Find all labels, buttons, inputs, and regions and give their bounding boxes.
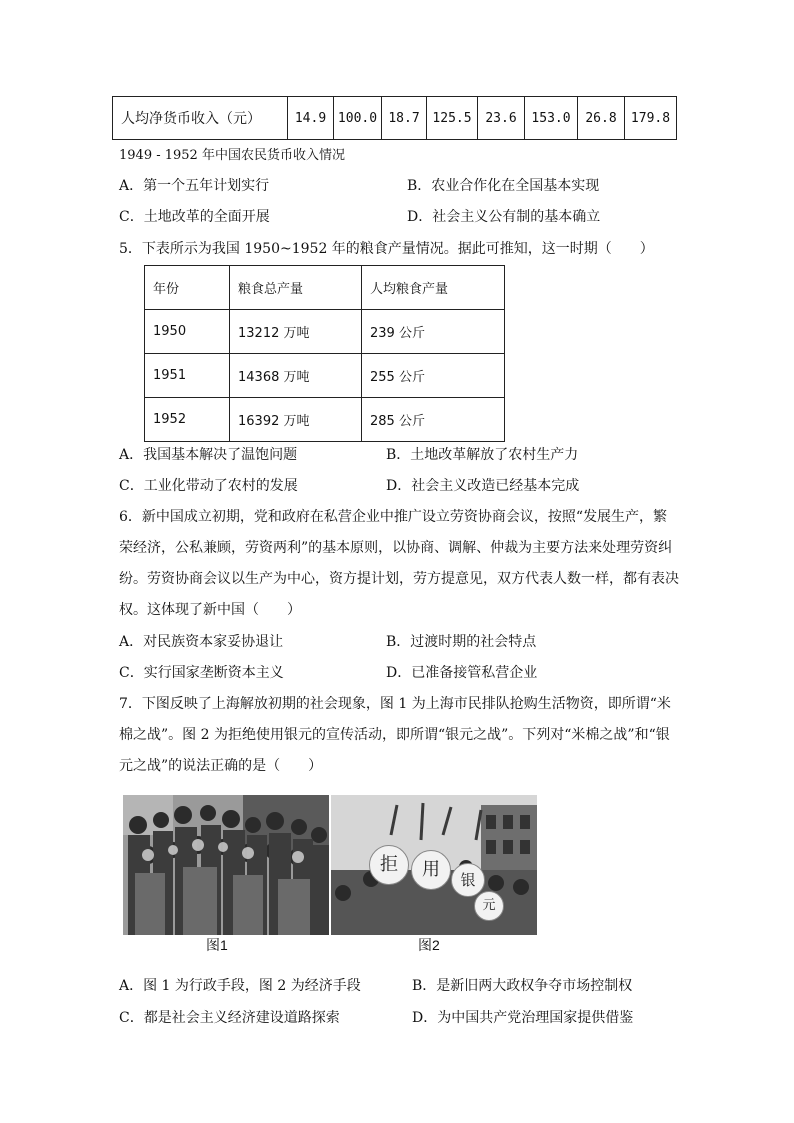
figure-1-caption: 图1 bbox=[206, 937, 228, 953]
table-row bbox=[145, 398, 505, 442]
q5-option-b[interactable]: B．土地改革解放了农村生产力 bbox=[386, 447, 579, 463]
grain-cell: 16392 万吨 bbox=[230, 398, 362, 442]
q6-stem-line: 纷。劳资协商会议以生产为中心，资方提计划，劳方提意见，双方代表人数一样，都有表决 bbox=[119, 571, 679, 587]
q5-stem: 5．下表所示为我国 1950~1952 年的粮食产量情况。据此可推知，这一时期（ ） bbox=[119, 241, 654, 257]
q7-stem-line: 7．下图反映了上海解放初期的社会现象，图 1 为上海市民排队抢购生活物资，即所谓“米 bbox=[119, 696, 671, 712]
grain-cell: 239 公斤 bbox=[362, 310, 505, 354]
grain-header-year: 年份 bbox=[145, 266, 230, 310]
q4-option-d[interactable]: D．社会主义公有制的基本确立 bbox=[407, 209, 601, 225]
q7-option-a[interactable]: A．图 1 为行政手段，图 2 为经济手段 bbox=[119, 978, 361, 994]
q4-option-a[interactable]: A．第一个五年计划实行 bbox=[119, 178, 270, 194]
q4-option-c[interactable]: C．土地改革的全面开展 bbox=[119, 209, 270, 225]
figure-1-photo bbox=[123, 795, 329, 935]
income-cell: 23.6 bbox=[478, 97, 525, 140]
grain-cell: 14368 万吨 bbox=[230, 354, 362, 398]
sign-disk: 元 bbox=[474, 891, 504, 921]
grain-header-per-capita: 人均粮食产量 bbox=[362, 266, 505, 310]
sign-disk: 拒 bbox=[369, 845, 409, 885]
sign-disk: 银 bbox=[451, 863, 485, 897]
q7-option-d[interactable]: D．为中国共产党治理国家提供借鉴 bbox=[412, 1010, 634, 1026]
income-cell: 100.0 bbox=[334, 97, 382, 140]
q6-stem-line: 6．新中国成立初期，党和政府在私营企业中推广设立劳资协商会议，按照“发展生产，繁 bbox=[119, 509, 668, 525]
sign-disk: 用 bbox=[411, 850, 451, 890]
income-cell: 125.5 bbox=[427, 97, 478, 140]
q6-option-c[interactable]: C．实行国家垄断资本主义 bbox=[119, 665, 284, 681]
table-row bbox=[145, 310, 505, 354]
grain-header-total: 粮食总产量 bbox=[230, 266, 362, 310]
income-cell: 18.7 bbox=[382, 97, 427, 140]
income-cell: 14.9 bbox=[288, 97, 334, 140]
q5-option-c[interactable]: C．工业化带动了农村的发展 bbox=[119, 478, 298, 494]
grain-cell: 285 公斤 bbox=[362, 398, 505, 442]
figure-2-caption: 图2 bbox=[418, 937, 440, 953]
grain-cell: 1952 bbox=[145, 398, 230, 442]
q6-option-a[interactable]: A．对民族资本家妥协退让 bbox=[119, 634, 284, 650]
crowd-image bbox=[123, 795, 329, 935]
q7-option-b[interactable]: B．是新旧两大政权争夺市场控制权 bbox=[412, 978, 633, 994]
grain-cell: 1950 bbox=[145, 310, 230, 354]
grain-cell: 1951 bbox=[145, 354, 230, 398]
q6-option-d[interactable]: D．已准备接管私营企业 bbox=[386, 665, 538, 681]
grain-cell: 255 公斤 bbox=[362, 354, 505, 398]
figure-2-photo bbox=[331, 795, 537, 935]
grain-cell: 13212 万吨 bbox=[230, 310, 362, 354]
income-cell: 179.8 bbox=[625, 97, 677, 140]
income-row-label: 人均净货币收入（元） bbox=[113, 97, 288, 140]
q7-option-c[interactable]: C．都是社会主义经济建设道路探索 bbox=[119, 1010, 340, 1026]
q5-option-a[interactable]: A．我国基本解决了温饱问题 bbox=[119, 447, 298, 463]
q4-option-b[interactable]: B．农业合作化在全国基本实现 bbox=[407, 178, 600, 194]
q7-stem-line: 元之战”的说法正确的是（ ） bbox=[119, 758, 323, 774]
q6-stem-line: 荣经济，公私兼顾，劳资两利”的基本原则，以协商、调解、仲裁为主要方法来处理劳资纠 bbox=[119, 540, 673, 556]
table-row bbox=[145, 354, 505, 398]
table-row bbox=[113, 97, 677, 140]
income-table bbox=[112, 96, 677, 140]
q6-option-b[interactable]: B．过渡时期的社会特点 bbox=[386, 634, 537, 650]
income-cell: 153.0 bbox=[525, 97, 578, 140]
income-cell: 26.8 bbox=[578, 97, 625, 140]
income-caption: 1949 - 1952 年中国农民货币收入情况 bbox=[119, 148, 345, 163]
q7-stem-line: 棉之战”。图 2 为拒绝使用银元的宣传活动，即所谓“银元之战”。下列对“米棉之战”和“银 bbox=[119, 727, 670, 743]
q6-stem-line: 权。这体现了新中国（ ） bbox=[119, 602, 301, 618]
grain-table bbox=[144, 265, 505, 442]
table-row bbox=[145, 266, 505, 310]
q5-option-d[interactable]: D．社会主义改造已经基本完成 bbox=[386, 478, 580, 494]
